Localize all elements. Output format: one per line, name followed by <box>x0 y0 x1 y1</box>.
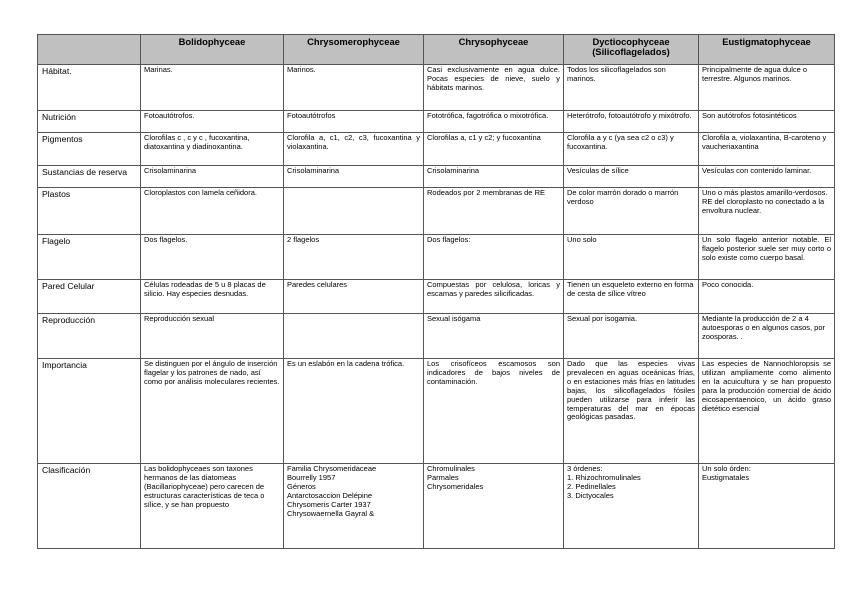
table-cell: Paredes celulares <box>284 280 424 314</box>
table-cell: Reproducción sexual <box>141 314 284 359</box>
table-row <box>38 65 835 111</box>
row-label-sustancias: Sustancias de reserva <box>38 166 141 188</box>
table-row <box>38 314 835 359</box>
table-cell: Los crisofíceos escamosos son indicadores de bajos niveles de contaminación. <box>424 359 564 464</box>
table-cell: Principalmente de agua dulce o terrestre. Algunos marinos. <box>699 65 835 111</box>
table-cell: Fototrófica, fagotrófica o mixotrófica. <box>424 111 564 133</box>
row-label-clasificacion: Clasificación <box>38 464 141 549</box>
row-label-flagelo: Flagelo <box>38 235 141 280</box>
table-cell: Células rodeadas de 5 u 8 placas de silicio. Hay especies desnudas. <box>141 280 284 314</box>
table-cell: De color marrón dorado o marrón verdoso <box>564 188 699 235</box>
table-cell: Cloroplastos con lamela ceñidora. <box>141 188 284 235</box>
table-cell: Marinos. <box>284 65 424 111</box>
table-cell: Vesículas con contenido laminar. <box>699 166 835 188</box>
table-cell: Uno solo <box>564 235 699 280</box>
table-row <box>38 359 835 464</box>
table-row <box>38 111 835 133</box>
table-cell: Chromulinales Parmales Chrysomeridales <box>424 464 564 549</box>
table-cell: Casi exclusivamente en agua dulce. Pocas especies de nieve, suelo y hábitats marinos. <box>424 65 564 111</box>
table-cell: Crisolaminarina <box>284 166 424 188</box>
header-corner <box>38 35 141 65</box>
table-cell: Las bolidophyceaes son taxones hermanos de las diatomeas (Bacillariophyceae) pero carecen de estructuras características de teca o sílice, y se han propuesto <box>141 464 284 549</box>
table-cell: Fotoautótrofos. <box>141 111 284 133</box>
table-cell <box>284 314 424 359</box>
table-cell: 2 flagelos <box>284 235 424 280</box>
row-label-nutricion: Nutrición <box>38 111 141 133</box>
row-label-plastos: Plastos <box>38 188 141 235</box>
table-row <box>38 464 835 549</box>
table-cell: Compuestas por celulosa, loricas y escamas y paredes silicificadas. <box>424 280 564 314</box>
table-cell: Dado que las especies vivas prevalecen en aguas oceánicas frías, o en estaciones más frías en latitudes bajas, los silicoflagelados fósiles pueden utilizarse para inferir las temperaturas del mar en épocas geológicas pasadas. <box>564 359 699 464</box>
row-label-reproduccion: Reproducción <box>38 314 141 359</box>
table-cell: Todos los silicoflagelados son marinos. <box>564 65 699 111</box>
table-cell: Vesículas de sílice <box>564 166 699 188</box>
algae-classes-table <box>37 34 835 549</box>
row-label-habitat: Hábitat. <box>38 65 141 111</box>
row-label-importancia: Importancia <box>38 359 141 464</box>
table-cell: Crisolaminarina <box>424 166 564 188</box>
table-cell: Sexual por isogamia. <box>564 314 699 359</box>
table-cell: Es un eslabón en la cadena trófica. <box>284 359 424 464</box>
header-chrysophyceae: Chrysophyceae <box>424 35 564 65</box>
table-cell: Heterótrofo, fotoautótrofo y mixótrofo. <box>564 111 699 133</box>
table-cell: 3 órdenes: 1. Rhizochromulinales 2. Pedinellales 3. Dictyocales <box>564 464 699 549</box>
table-cell: Fotoautótrofos <box>284 111 424 133</box>
table-row <box>38 235 835 280</box>
table-cell: Rodeados por 2 membranas de RE <box>424 188 564 235</box>
table-cell: Marinas. <box>141 65 284 111</box>
table-cell: Dos flagelos: <box>424 235 564 280</box>
table-cell: Dos flagelos. <box>141 235 284 280</box>
table-row <box>38 188 835 235</box>
table-cell: Poco conocida. <box>699 280 835 314</box>
table-row <box>38 280 835 314</box>
header-chrysomerophyceae: Chrysomerophyceae <box>284 35 424 65</box>
row-label-pared: Pared Celular <box>38 280 141 314</box>
table-row <box>38 166 835 188</box>
table-cell: Clorofila a, violaxantina, B-caroteno y vaucheriaxantina <box>699 133 835 166</box>
row-label-pigmentos: Pigmentos <box>38 133 141 166</box>
table-cell: Sexual isógama <box>424 314 564 359</box>
table-cell: Clorofilas c , c y c , fucoxantina, diatoxantina y diadinoxantina. <box>141 133 284 166</box>
table-cell: Clorofila a, c1, c2, c3, fucoxantina y violaxantina. <box>284 133 424 166</box>
table-cell: Clorofilas a, c1 y c2; y fucoxantina <box>424 133 564 166</box>
table-cell <box>284 188 424 235</box>
table-cell: Tienen un esqueleto externo en forma de cesta de sílice vítreo <box>564 280 699 314</box>
header-dyctiocophyceae: Dyctiocophyceae (Silicoflagelados) <box>564 35 699 65</box>
table-cell: Crisolaminarina <box>141 166 284 188</box>
header-bolidophyceae: Bolidophyceae <box>141 35 284 65</box>
table-cell: Familia Chrysomeridaceae Bourrelly 1957 Géneros Antarctosaccion Delépine Chrysomeris Carter 1937 Chrysowaernella Gayral & <box>284 464 424 549</box>
table-cell: Mediante la producción de 2 a 4 autoesporas o en algunos casos, por zoosporas. . <box>699 314 835 359</box>
table-cell: Las especies de Nannochloropsis se utilizan ampliamente como alimento en la acuicultura y se han propuesto para la producción comercial de ácido eicosapentaenoico, un ácido graso dietético esencial <box>699 359 835 464</box>
table-cell: Clorofila a y c (ya sea c2 o c3) y fucoxantina. <box>564 133 699 166</box>
table-cell: Un solo órden: Eustigmatales <box>699 464 835 549</box>
table-cell: Se distinguen por el ángulo de inserción flagelar y los patrones de nado, así como por análisis moleculares recientes. <box>141 359 284 464</box>
table-cell: Un solo flagelo anterior notable. El flagelo posterior suele ser muy corto o solo existe como cuerpo basal. <box>699 235 835 280</box>
header-eustigmatophyceae: Eustigmatophyceae <box>699 35 835 65</box>
table-cell: Uno o más plastos amarillo-verdosos. RE del cloroplasto no conectado a la envoltura nuclear. <box>699 188 835 235</box>
table-cell: Son autótrofos fotosintéticos <box>699 111 835 133</box>
header-row <box>38 35 835 65</box>
table-row <box>38 133 835 166</box>
